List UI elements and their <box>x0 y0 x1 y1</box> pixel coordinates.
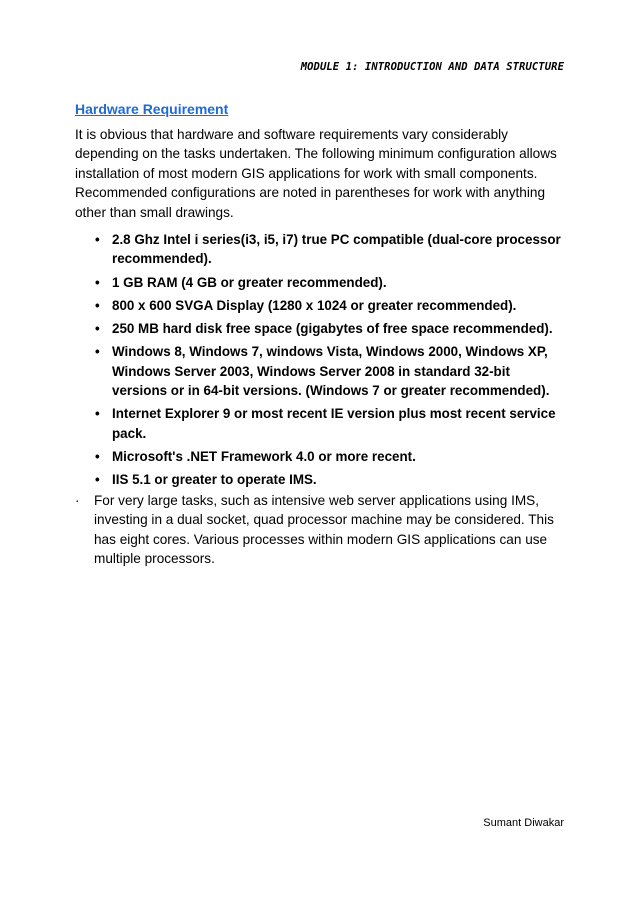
note-paragraph: For very large tasks, such as intensive web server applications using IMS, investing in a dual socket, quad processor machine may be considered. This has eight cores. Various processes within modern GIS applications can use multiple processors. <box>94 493 554 567</box>
bullet-icon: • <box>95 472 100 488</box>
bullet-icon: • <box>95 321 100 337</box>
bullet-icon: • <box>95 344 100 360</box>
requirement-text: 800 x 600 SVGA Display (1280 x 1024 or greater recommended). <box>112 297 517 313</box>
requirement-text: Internet Explorer 9 or most recent IE version plus most recent service pack. <box>112 406 556 441</box>
requirement-text: Windows 8, Windows 7, windows Vista, Windows 2000, Windows XP, Windows Server 2003, Windows Server 2008 in standard 32-bit versions or in 64-bit versions. (Windows 7 or greater recommended). <box>112 344 550 399</box>
requirement-text: 250 MB hard disk free space (gigabytes of free space recommended). <box>112 321 553 337</box>
section-title-hardware-requirement[interactable]: Hardware Requirement <box>75 101 229 117</box>
footer-author: Sumant Diwakar <box>483 817 564 829</box>
list-item <box>95 404 565 443</box>
list-item <box>95 447 565 466</box>
list-item <box>95 230 565 269</box>
requirements-list <box>95 230 565 493</box>
bullet-icon: • <box>95 448 100 464</box>
requirement-text: 2.8 Ghz Intel i series(i3, i5, i7) true PC compatible (dual-core processor recommended). <box>112 232 561 267</box>
running-header: MODULE 1: INTRODUCTION AND DATA STRUCTURE <box>300 61 564 73</box>
list-item <box>95 296 565 315</box>
list-item <box>95 470 565 489</box>
list-item <box>95 342 565 400</box>
list-item <box>95 319 565 338</box>
bullet-icon: • <box>95 297 100 313</box>
bullet-icon: • <box>95 232 100 247</box>
requirement-text: 1 GB RAM (4 GB or greater recommended). <box>112 274 387 290</box>
intro-paragraph: It is obvious that hardware and software requirements vary considerably depending on the tasks undertaken. The following minimum configuration allows installation of most modern GIS applications for work with small components. Recommended configurations are noted in parentheses for work with anything other than small drawings. <box>75 127 557 220</box>
requirement-text: Microsoft's .NET Framework 4.0 or more recent. <box>112 448 416 464</box>
list-item <box>95 273 565 292</box>
requirement-text: IIS 5.1 or greater to operate IMS. <box>112 472 317 488</box>
bullet-icon: • <box>95 406 100 422</box>
bullet-icon: • <box>95 274 100 290</box>
note-bullet-icon: · <box>75 493 80 508</box>
